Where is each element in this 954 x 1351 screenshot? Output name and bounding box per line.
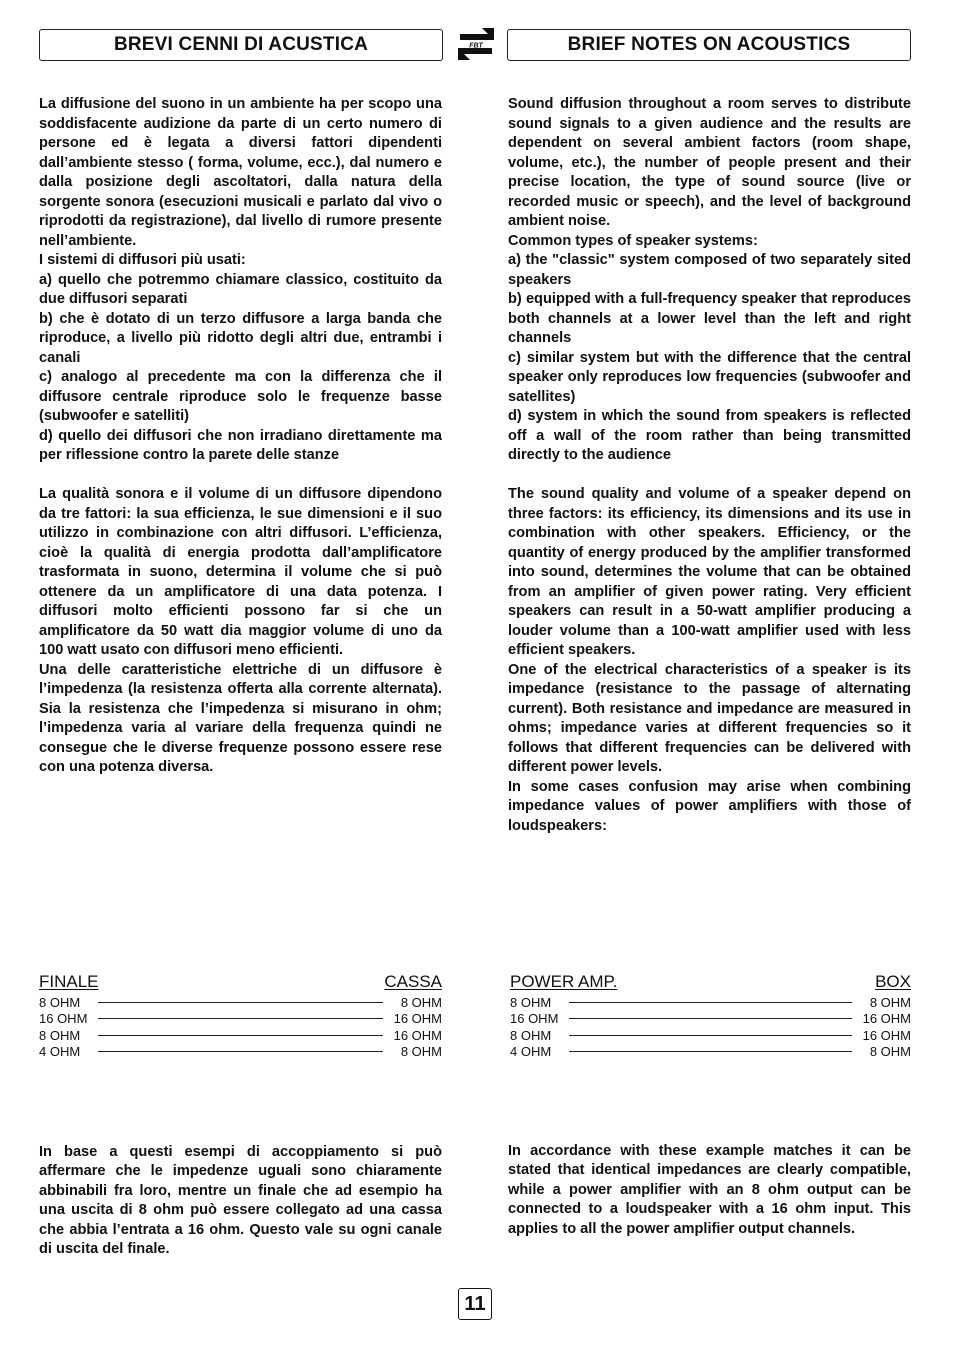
impedance-table-english bbox=[510, 972, 911, 1060]
table-header-left: FINALE bbox=[39, 972, 99, 991]
connector-line bbox=[569, 1018, 852, 1019]
table-row bbox=[510, 1011, 911, 1028]
paragraph-spacer bbox=[39, 466, 442, 486]
conclusion-italian: In base a questi esempi di accoppiamento si può affermare che le impedenze uguali sono chiaramente abbinabili fra loro, mentre un finale che ad esempio ha una uscita di 8 ohm può essere collegato ad una cassa che abbia l’entrata a 16 ohm. Questo vale su ogni canale di uscita del finale. bbox=[39, 1143, 442, 1258]
box-impedance: 8 OHM bbox=[400, 1044, 442, 1060]
fbt-logo bbox=[454, 25, 498, 65]
paragraph: I sistemi di diffusori più usati: bbox=[39, 252, 246, 268]
paragraph: Common types of speaker systems: bbox=[508, 232, 758, 249]
paragraph: Una delle caratteristiche elettriche di un diffusore è l’impedenza (la resistenza offerta alla corrente alternata). Sia la resistenza che l’impedenza si misurano in ohm; l’impedenza varia al variare della frequenza quindi ne consegue che le diverse frequenze possono essere rese con una potenza diversa. bbox=[39, 661, 442, 775]
table-row bbox=[39, 1011, 442, 1028]
connector-line bbox=[569, 1051, 852, 1052]
english-text-column bbox=[508, 95, 911, 836]
table-row bbox=[510, 1044, 911, 1061]
paragraph: One of the electrical characteristics of a speaker is its impedance (resistance to the passage of alternating current). Both resistance and impedance are measured in ohms; impedance varies at different frequencies so it follows that different frequencies can be delivered with different power levels. bbox=[508, 661, 911, 775]
box-impedance: 16 OHM bbox=[393, 1027, 442, 1043]
paragraph-spacer bbox=[508, 466, 911, 486]
paragraph: b) che è dotato di un terzo diffusore a larga banda che riproduce, a livello più ridotto degli altri due, entrambi i canali bbox=[39, 310, 442, 366]
table-header bbox=[510, 972, 911, 994]
table-header bbox=[39, 972, 442, 994]
amp-impedance: 8 OHM bbox=[510, 994, 552, 1010]
paragraph: In some cases confusion may arise when combining impedance values of power amplifiers with those of loudspeakers: bbox=[508, 778, 911, 834]
amp-impedance: 16 OHM bbox=[39, 1011, 88, 1027]
box-impedance: 8 OHM bbox=[400, 994, 442, 1010]
connector-line bbox=[569, 1002, 852, 1003]
table-row bbox=[39, 1044, 442, 1061]
section-title-italian: BREVI CENNI DI ACUSTICA bbox=[39, 29, 443, 61]
svg-text:FBT: FBT bbox=[469, 42, 483, 50]
amp-impedance: 8 OHM bbox=[39, 994, 81, 1010]
paragraph: Sound diffusion throughout a room serves to distribute sound signals to a given audience and the results are dependent on several ambient factors (room shape, volume, etc.), the number of people present and their precise location, the type of sound source (live or recorded music or speech), and the level of background ambient noise. bbox=[508, 96, 911, 229]
table-row bbox=[39, 994, 442, 1011]
connector-line bbox=[98, 1035, 383, 1036]
box-impedance: 8 OHM bbox=[869, 1044, 911, 1060]
amp-impedance: 16 OHM bbox=[510, 1011, 559, 1027]
connector-line bbox=[98, 1002, 383, 1003]
box-impedance: 16 OHM bbox=[862, 1011, 911, 1027]
paragraph: a) quello che potremmo chiamare classico, costituito da due diffusori separati bbox=[39, 271, 442, 307]
box-impedance: 16 OHM bbox=[862, 1027, 911, 1043]
connector-line bbox=[98, 1051, 383, 1052]
section-title-english: BRIEF NOTES ON ACOUSTICS bbox=[507, 29, 911, 61]
table-header-right: BOX bbox=[875, 972, 911, 991]
box-impedance: 16 OHM bbox=[393, 1011, 442, 1027]
paragraph: c) similar system but with the difference that the central speaker only reproduces low frequencies (subwoofer and satellites) bbox=[508, 349, 911, 405]
connector-line bbox=[98, 1018, 383, 1019]
page-number: 11 bbox=[458, 1288, 492, 1320]
table-row bbox=[510, 994, 911, 1011]
box-impedance: 8 OHM bbox=[869, 994, 911, 1010]
paragraph: La diffusione del suono in un ambiente ha per scopo una soddisfacente audizione da parte di un certo numero di persone ed è legata a diversi fattori dipendenti dall’ambiente stesso ( forma, volume, ecc.), dal numero e dalla posizione degli ascoltatori, dalla natura della sorgente sonora (esecuzioni musicali e parlato dal vivo o riprodotti da registrazione), dal livello di rumore presente nell’ambiente. bbox=[39, 96, 442, 249]
table-row bbox=[510, 1027, 911, 1044]
paragraph: The sound quality and volume of a speaker depend on three factors: its efficiency, its dimensions and its use in combination with other speakers. Efficiency, or the quantity of energy produced by the amplifier transformed into sound, determines the volume that can be obtained from an amplifier of given power rating. Very efficient speakers can result in a 50-watt amplifier producing a louder volume than a 100-watt amplifier used with less efficient speakers. bbox=[508, 486, 911, 658]
italian-text-column bbox=[39, 95, 442, 778]
conclusion-english: In accordance with these example matches it can be stated that identical impedances are clearly compatible, while a power amplifier with an 8 ohm output can be connected to a loudspeaker with a 16 ohm input. This applies to all the power amplifier output channels. bbox=[508, 1142, 911, 1237]
impedance-table-italian bbox=[39, 972, 442, 1060]
amp-impedance: 4 OHM bbox=[39, 1044, 81, 1060]
amp-impedance: 4 OHM bbox=[510, 1044, 552, 1060]
amp-impedance: 8 OHM bbox=[39, 1027, 81, 1043]
paragraph: d) quello dei diffusori che non irradiano direttamente ma per riflessione contro la parete delle stanze bbox=[39, 427, 442, 463]
table-row bbox=[39, 1027, 442, 1044]
table-header-left: POWER AMP. bbox=[510, 972, 618, 991]
amp-impedance: 8 OHM bbox=[510, 1027, 552, 1043]
connector-line bbox=[569, 1035, 852, 1036]
paragraph: La qualità sonora e il volume di un diffusore dipendono da tre fattori: la sua efficienza, le sue dimensioni e il suo utilizzo in combinazione con altri diffusori. L’efficienza, cioè la qualità di energia prodotta dall’amplificatore trasformata in suono, determina il volume che si può ottenere da un amplificatore di una data potenza. I diffusori molto efficienti possono far si che un amplificatore da 50 watt dia maggior volume di uno da 100 watt usato con diffusori meno efficienti. bbox=[39, 486, 442, 658]
paragraph: c) analogo al precedente ma con la differenza che il diffusore centrale riproduce solo le frequenze basse (subwoofer e satelliti) bbox=[39, 369, 442, 424]
paragraph: d) system in which the sound from speakers is reflected off a wall of the room rather than being transmitted directly to the audience bbox=[508, 408, 911, 463]
table-header-right: CASSA bbox=[384, 972, 442, 991]
paragraph: a) the "classic" system composed of two separately sited speakers bbox=[508, 252, 911, 288]
paragraph: b) equipped with a full-frequency speaker that reproduces both channels at a lower level than the left and right channels bbox=[508, 291, 911, 346]
